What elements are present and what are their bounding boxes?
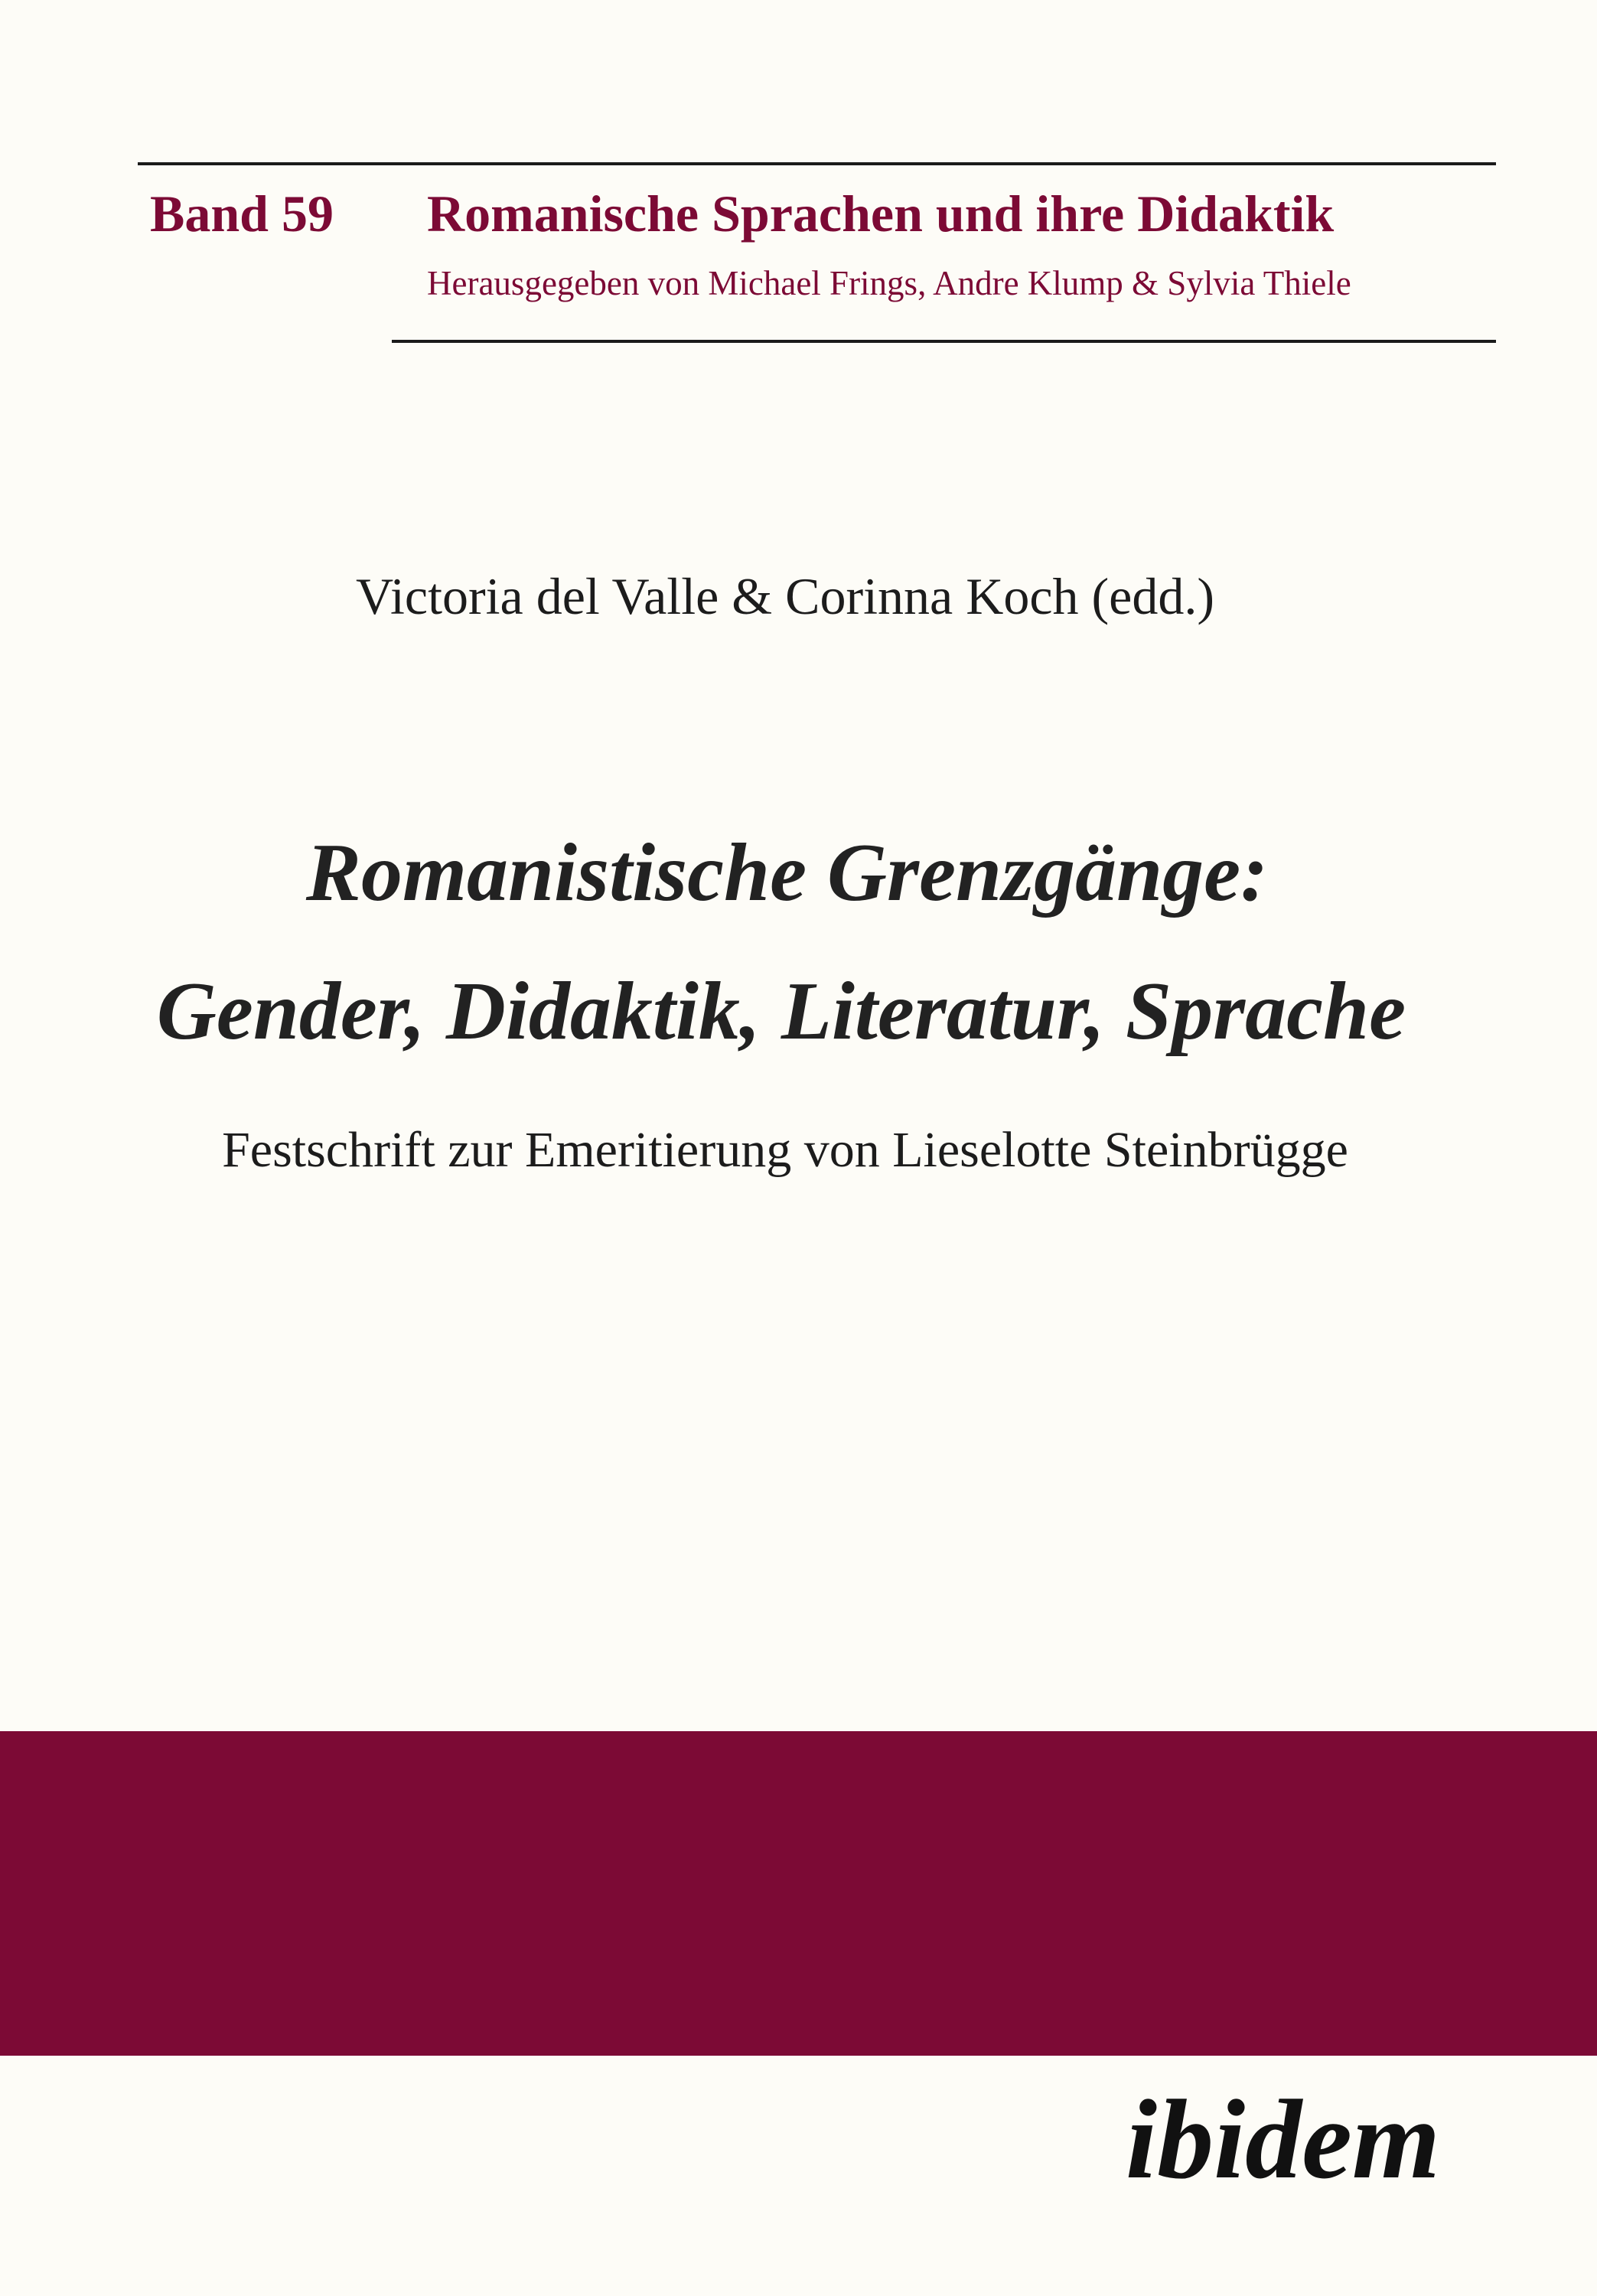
book-title-line-2: Gender, Didaktik, Literatur, Sprache [156, 966, 1406, 1057]
accent-color-band [0, 1731, 1597, 2056]
book-title-line-1: Romanistische Grenzgänge: [305, 827, 1269, 918]
series-bottom-rule [392, 340, 1496, 343]
series-title: Romanische Sprachen und ihre Didaktik [427, 184, 1335, 243]
series-volume-number: Band 59 [150, 184, 334, 243]
book-editors: Victoria del Valle & Corinna Koch (edd.) [356, 567, 1214, 625]
book-subtitle: Festschrift zur Emeritierung von Lieselotte Steinbrügge [222, 1122, 1348, 1178]
series-editors: Herausgegeben von Michael Frings, Andre Klump & Sylvia Thiele [427, 264, 1351, 302]
publisher-logo: ibidem [1125, 2077, 1440, 2203]
series-top-rule [138, 162, 1496, 165]
